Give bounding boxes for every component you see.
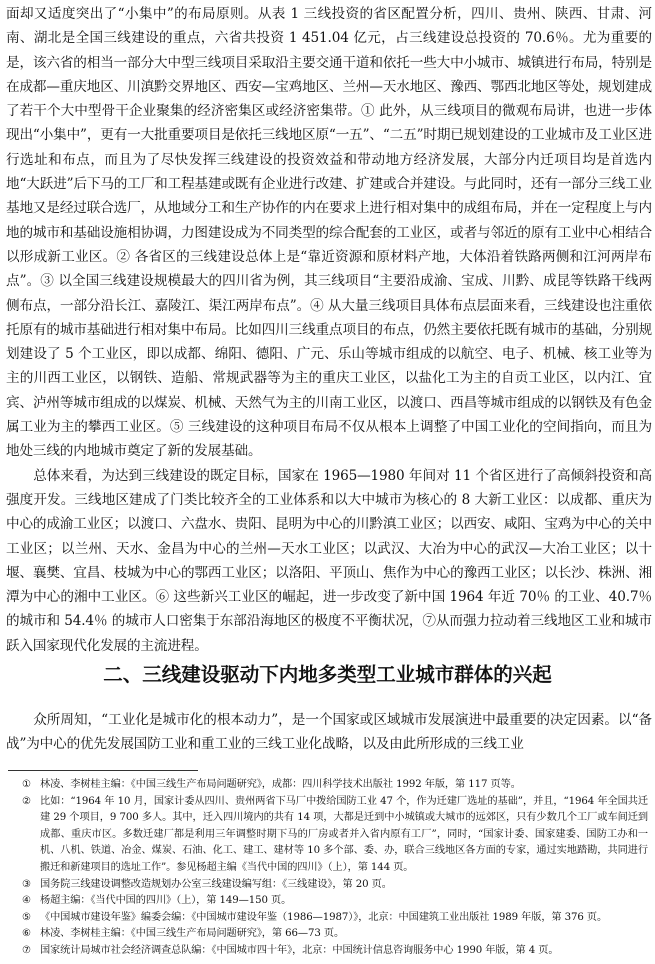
footnote-number: ⑦ (22, 944, 32, 956)
footnote-number: ⑥ (22, 928, 32, 940)
footnote-2 (8, 794, 648, 877)
body-text (6, 2, 652, 658)
footnote-number: ② (22, 795, 32, 807)
footnote-number: ① (22, 779, 32, 790)
footnote-text: 比如：“1964 年 10 月，国家计委从四川、贵州两省下马厂中拨给国防工业 47 个，作为迁建厂选址的基础”，并且，“1964 年全国共迁建 29 个项目，9 700 多人。其中，迁入四川境内的共有 14 项，大都是迁到中小城镇或大城市的远郊区，只有少数几个工厂或车间迁到成都、重庆市区。多数迁建厂都是利用三年调整时期下马的厂房或者并入省内原有工厂”，同时，“国家计委、国家建委、国防工办和一机、八机、铁道、冶金、煤炭、石油、化工、建工、建材等 10 多个部、委、办，联合三线地区各方面的专家，通过实地踏勘，共同进行搬迁和新建项目的选址工作”。参见杨超主编《当代中国的四川》（上），第 144 页。 (40, 795, 648, 873)
paragraph-3: 众所周知，“工业化是城市化的根本动力”，是一个国家或区域城市发展演进中最重要的决定因素。以“备战”为中心的优先发展国防工业和重工业的三线工业化战略，以及由此所形成的三线工业 (6, 712, 652, 753)
footnote-5 (8, 910, 648, 927)
footnote-text: 杨超主编：《当代中国的四川》（上），第 149—150 页。 (40, 895, 292, 907)
footnote-divider (8, 770, 198, 771)
footnote-text: 《中国城市建设年鉴》编委会编：《中国城市建设年鉴（1986—1987）》，北京：中国建筑工业出版社 1989 年版，第 376 页。 (40, 911, 608, 923)
section-heading: 二、三线建设驱动下内地多类型工业城市群体的兴起 (103, 663, 552, 686)
footnote-3 (8, 877, 648, 894)
footnote-4 (8, 893, 648, 910)
footnote-7 (8, 943, 648, 960)
footnote-1 (8, 777, 648, 794)
footnote-6 (8, 926, 648, 943)
paragraph-1: 面却又适度突出了“小集中”的布局原则。从表 1 三线投资的省区配置分析，四川、贵州、陕西、甘肃、河南、湖北是全国三线建设的重点，六省共投资 1 451.04 亿元，占三线建设总投资的 70.6％。尤为重要的是，该六省的相当一部分大中型三线项目采取沿主要交通干道和依托一些大中小城市、城镇进行布局，特别是在成都—重庆地区、川滇黔交界地区、西安—宝鸡地区、兰州—天水地区、豫西、鄂西北地区等处，规划建成了若干个大中型骨干企业聚集的经济密集区或经济密集带。① 此外，从三线项目的微观布局讲，也进一步体现出“小集中”，更有一大批重要项目是依托三线地区原“一五”、“二五”时期已规划建设的工业城市及工业区进行选址和布点，而且为了尽快发挥三线建设的投资效益和带动地方经济发展，大部分内迁项目均是首选内地“大跃进”后下马的工厂和工程基建或既有企业进行改建、扩建或合并建设。与此同时，还有一部分三线工业基地又是经过联合选厂，从地域分工和生产协作的内在要求上进行相对集中的成组布局，并在一定程度上与内地的城市和基础设施相协调，力图建设成为不同类型的综合配套的工业区，或者与邻近的原有工业中心相结合以形成新工业区。② 各省区的三线建设总体上是“靠近资源和原材料产地，大体沿着铁路两侧和江河两岸布点”。③ 以全国三线建设规模最大的四川省为例，其三线项目“主要沿成渝、宝成、川黔、成昆等铁路干线两侧布点，一部分沿长江、嘉陵江、渠江两岸布点”。④ 从大量三线项目具体布点层面来看，三线建设也注重依托原有的城市基础进行相对集中布局。比如四川三线重点项目的布点，仍然主要依托既有城市的基础，分别规划建设了 5 个工业区，即以成都、绵阳、德阳、广元、乐山等城市组成的以航空、电子、机械、核工业等为主的川西工业区，以钢铁、造船、常规武器等为主的重庆工业区，以盐化工为主的自贡工业区，以内江、宜宾、泸州等城市组成的以煤炭、机械、天然气为主的川南工业区，以渡口、西昌等城市组成的以钢铁及有色金属工业为主的攀西工业区。⑤ 三线建设的这种项目布局不仅从根本上调整了中国工业化的空间指向，而且为地处三线的内地城市奠定了新的发展基础。 (6, 6, 652, 460)
footnote-text: 林凌、李树桂主编：《中国三线生产布局问题研究》，第 66—73 页。 (40, 928, 345, 940)
footnote-number: ⑤ (22, 911, 32, 923)
footnote-text: 林凌、李树桂主编：《中国三线生产布局问题研究》，成都：四川科学技术出版社 1992 年版，第 117 页等。 (40, 779, 521, 790)
footnote-number: ③ (22, 878, 32, 890)
footnote-number: ④ (22, 895, 32, 907)
paragraph-2: 总体来看，为达到三线建设的既定目标，国家在 1965—1980 年间对 11 个省区进行了高倾斜投资和高强度开发。三线地区建成了门类比较齐全的工业体系和以大中城市为核心的 8 大新工业区：以成都、重庆为中心的成渝工业区；以渡口、六盘水、贵阳、昆明为中心的川黔滇工业区；以西安、咸阳、宝鸡为中心的关中工业区；以兰州、天水、金昌为中心的兰州—天水工业区；以武汉、大冶为中心的武汉—大冶工业区；以十堰、襄樊、宜昌、枝城为中心的鄂西工业区；以洛阳、平顶山、焦作为中心的豫西工业区；以长沙、株洲、湘潭为中心的湘中工业区。⑥ 这些新兴工业区的崛起，进一步改变了新中国 1964 年近 70％ 的工业、40.7％ 的城市和 54.4％ 的城市人口密集于东部沿海地区的极度不平衡状况，⑦从而强力拉动着三线地区工业和城市跃入国家现代化发展的主流进程。 (6, 467, 652, 654)
footnote-text: 国家统计局城市社会经济调查总队编：《中国城市四十年》，北京：中国统计信息咨询服务中心 1990 年版，第 4 页。 (40, 944, 559, 956)
footnotes (8, 777, 648, 960)
section-body (6, 708, 652, 757)
footnote-text: 国务院三线建设调整改造规划办公室三线建设编写组：《三线建设》，第 20 页。 (40, 878, 392, 890)
